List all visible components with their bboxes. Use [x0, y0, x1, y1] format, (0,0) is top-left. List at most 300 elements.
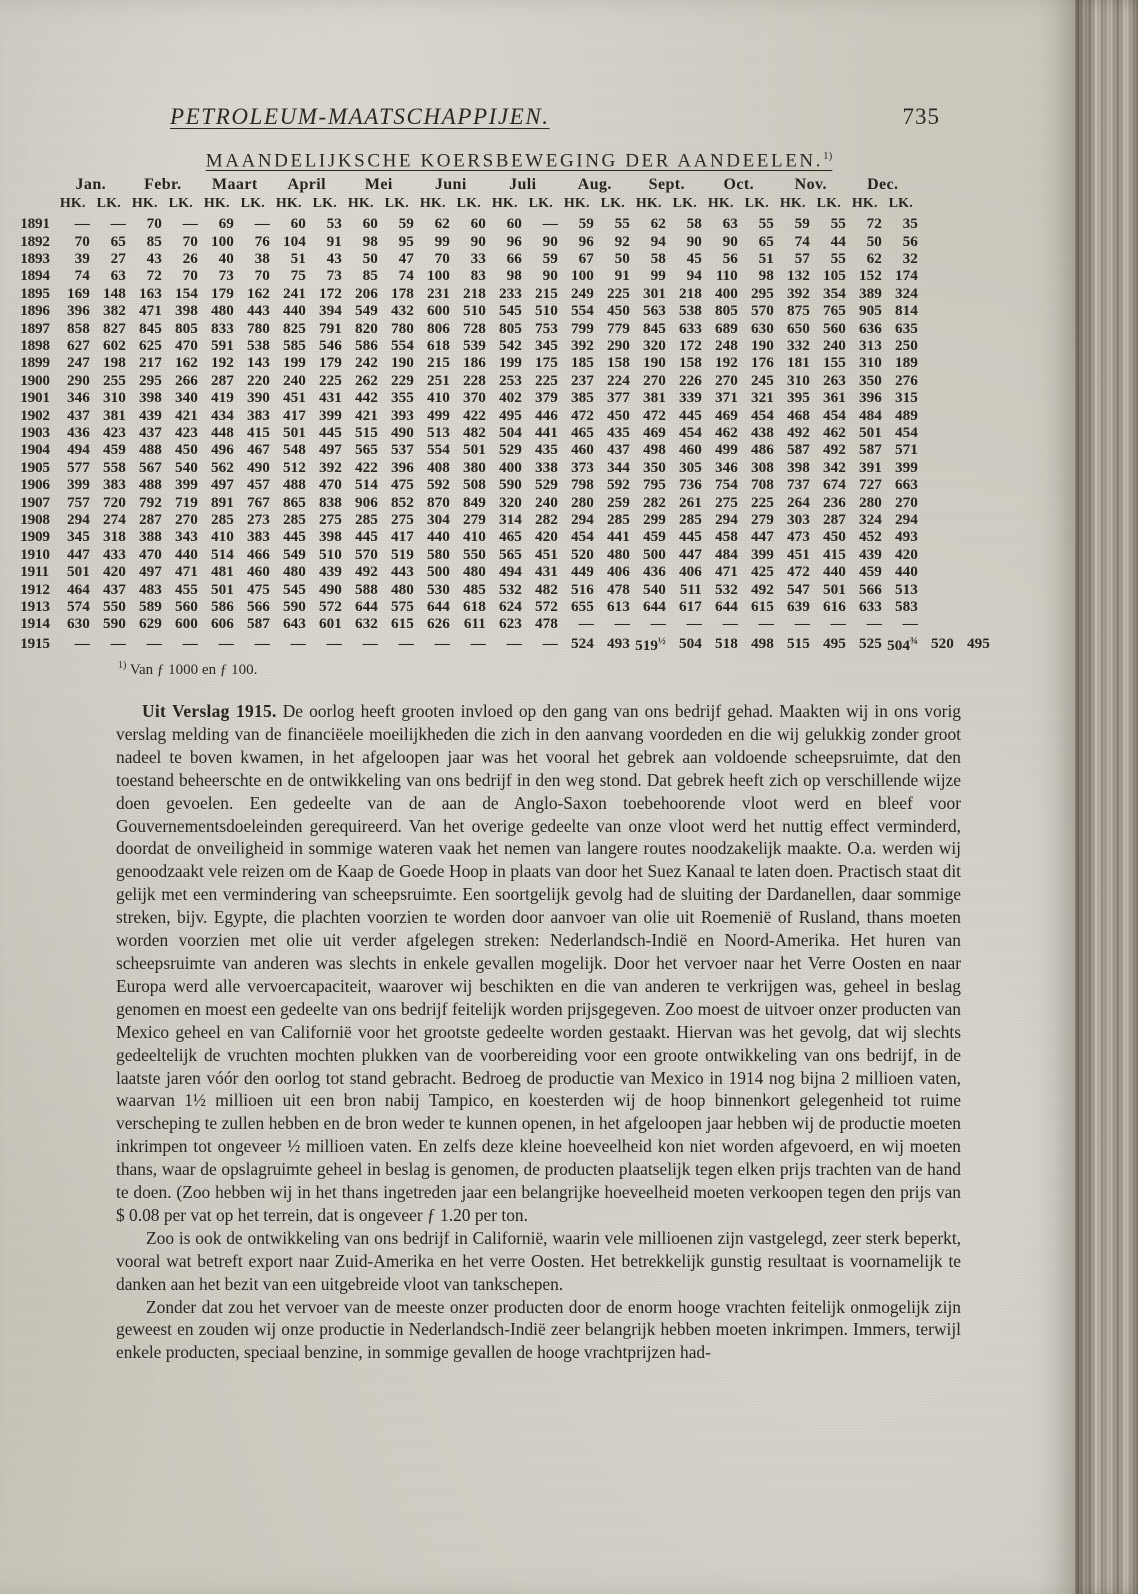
- rate-cell: 548: [283, 441, 306, 459]
- rate-cell: 321: [751, 389, 774, 407]
- rate-cell: 520: [571, 545, 594, 563]
- rate-cell: 408: [427, 458, 450, 476]
- rate-cell: 447: [67, 545, 90, 563]
- rate-cell: 480: [283, 563, 306, 581]
- table-title-footnote-marker: 1): [823, 150, 833, 162]
- rate-cell: 433: [103, 545, 126, 563]
- paragraph: Uit Verslag 1915. De oorlog heeft grooten invloed op den gang van ons bedrijf gehad. Maakten wij in ons vorig verslag melding van de financiëele moeilijkheden die zich in den aanvang voordeden en die wij gelukkig zonder groot nadeel te boven kwamen, in het afgeloopen jaar was het vooral het gebrek aan voldoende scheepsruimte, dat den toestand beheerschte en de ontwikkeling van ons bedrijf in den weg stond. Dat gebrek heeft zich op verschillende wijze doen gevoelen. Een gedeelte van de aan de Anglo-Saxon toebehoorende vloot werd en bleef voor Gouvernementsdoeleinden gerequireerd. Van het overige gedeelte van onze vloot werd het nuttig effect verminderd, doordat de onveiligheid in sommige wateren vaak het nemen van langere routes noodzakelijk maakte. O.a. werden wij genoodzaakt vele reizen om de Kaap de Goede Hoop in plaats van door het Suez Kanaal te laten doen. Practisch staat dit gelijk met een vermindering van scheepsruimte. Een soortgelijk gevolg had de sluiting der Dardanellen, daar sommige streken, bijv. Egypte, die plachten voorzien te worden door aanvoer van olie uit Roemenië of Rusland, thans moeten worden voorzien met olie uit verder afgelegen streken: Nederlandsch-Indië en Noord-Amerika. Het huren van scheepsruimte van anderen was slechts in enkele gevallen mogelijk. Door het vervoer naar het Verre Oosten en naar Europa werd alle vervoercapaciteit, waarover wij beschikten en die van anderen te verkrijgen was, geheel in beslag genomen en moest een gedeelte van ons bedrijf feitelijk worden prijsgegeven. Zoo moest de uitvoer onzer producten van Mexico geheel en van Californië voor het grootste gedeelte worden gestaakt. Hiervan was het gevolg, dat wij slechts gedeeltelijk de vruchten mochten plukken van de voorbereiding voor een groote ontwikkeling van ons bedrijf, in de laatste jaren vóór den oorlog tot stand gebracht. Bedroeg de productie van Mexico in 1914 nog bijna 2 millioen vaten, waarvan 1½ millioen uit een bron nabij Tampico, en koesterden wij de hoop binnenkort gelegenheid tot ruime verscheping te zullen hebben en de bron weder te kunnen openen, in het afgeloopen jaar hebben wij de productie moeten inkrimpen tot ongeveer ½ millioen vaten. En zelfs deze kleine hoeveelheid kon niet worden afgevoerd, en wij moeten thans, waar de opslagruimte geheel in beslag is genomen, de producten plaatselijk tegen elken prijs trachten van de hand te doen. (Zoo hebben wij in het thans ingetreden jaar een belangrijke hoeveelheid moeten verkoopen tegen den prijs van $ 0.08 per vat op het terrein, dat is ongeveer ƒ 1.20 per ton.: [116, 701, 961, 1225]
- rate-cell: 350: [643, 458, 666, 476]
- rate-cell: 520: [931, 634, 954, 652]
- rate-cell: 470: [175, 336, 198, 354]
- rate-cell: 464: [67, 580, 90, 598]
- rate-cell: 280: [571, 493, 594, 511]
- rate-cell: 332: [787, 336, 810, 354]
- monthly-rates-table: [19, 176, 991, 654]
- rate-cell: 380: [463, 458, 486, 476]
- rate-cell: 600: [427, 302, 450, 320]
- rate-cell: 445: [319, 424, 342, 442]
- rate-cell: 32: [902, 249, 918, 267]
- rate-cell: 845: [139, 319, 162, 337]
- rate-cell: 399: [67, 476, 90, 494]
- rate-cell: 190: [391, 354, 414, 372]
- rate-cell: 60: [470, 215, 486, 233]
- rate-cell: 436: [67, 424, 90, 442]
- row-year: 1896: [20, 302, 50, 320]
- rate-cell: 58: [650, 249, 666, 267]
- rate-cell: 780: [247, 319, 270, 337]
- rate-cell: 445: [679, 528, 702, 546]
- rate-cell: 310: [787, 371, 810, 389]
- rate-cell: 310: [103, 389, 126, 407]
- rate-cell: 250: [895, 336, 918, 354]
- rate-cell: 305: [679, 458, 702, 476]
- rate-cell: 501: [859, 424, 882, 442]
- table-title-text: MAANDELIJKSCHE KOERSBEWEGING DER AANDEELEN.: [205, 150, 824, 172]
- rate-cell: 98: [758, 267, 774, 285]
- rate-cell: 56: [902, 232, 918, 250]
- rate-cell: 499: [427, 406, 450, 424]
- rate-cell: 218: [679, 284, 702, 302]
- highlow-header-row: [19, 195, 991, 215]
- paragraph: Zoo is ook de ontwikkeling van ons bedrijf in Californië, waarin vele millioenen zijn vastgelegd, zeer sterk beperkt, vooral wat betreft export naar Zuid-Amerika en het verre Oosten. Het betrekkelijk gunstig resultaat is voornamelijk te danken aan het bezit van een uitgebreide vloot van tankschepen.: [116, 1227, 961, 1294]
- rate-cell: 511: [679, 580, 702, 598]
- rate-cell: 574: [67, 598, 90, 616]
- rate-cell: 381: [643, 389, 666, 407]
- month-header-nov: Nov.: [794, 176, 827, 194]
- rate-cell: 590: [283, 598, 306, 616]
- rate-cell: 395: [787, 389, 810, 407]
- rate-cell: 580: [427, 545, 450, 563]
- rate-cell: 58: [686, 215, 702, 233]
- subheader-low: LK.: [240, 195, 265, 211]
- rate-cell: 858: [67, 319, 90, 337]
- rate-cell: 163: [139, 284, 162, 302]
- rate-cell: 618: [463, 598, 486, 616]
- rate-cell: 73: [218, 267, 234, 285]
- rate-cell: 636: [859, 319, 882, 337]
- rate-cell: 513: [895, 580, 918, 598]
- table-title: [0, 150, 1010, 172]
- subheader-high: HK.: [779, 195, 806, 211]
- rate-cell: 65: [110, 232, 126, 250]
- rate-cell: 492: [751, 580, 774, 598]
- rate-cell: 55: [830, 215, 846, 233]
- rate-cell: 236: [823, 493, 846, 511]
- rate-cell: 99: [434, 232, 450, 250]
- rate-cell: 294: [895, 511, 918, 529]
- rate-cell: 287: [139, 511, 162, 529]
- rate-cell: 540: [643, 580, 666, 598]
- rate-cell: 294: [571, 511, 594, 529]
- rate-cell: 76: [254, 232, 270, 250]
- rate-cell: 280: [859, 493, 882, 511]
- rate-cell: 501: [823, 580, 846, 598]
- month-header-jan: Jan.: [75, 176, 107, 194]
- rate-cell: 571: [895, 441, 918, 459]
- rate-cell: 495: [967, 634, 990, 652]
- rate-cell: 435: [535, 441, 558, 459]
- rate-cell: 26: [182, 249, 198, 267]
- rate-cell: 421: [175, 406, 198, 424]
- row-year: 1915: [20, 634, 50, 652]
- rate-cell: 415: [247, 424, 270, 442]
- month-header-april: April: [287, 176, 326, 194]
- rate-cell: —: [362, 634, 378, 652]
- rate-cell: 152: [859, 267, 882, 285]
- rate-cell: 484: [859, 406, 882, 424]
- rate-cell: 392: [571, 336, 594, 354]
- rate-cell: 176: [751, 354, 774, 372]
- rate-cell: 462: [823, 424, 846, 442]
- rate-cell: 577: [67, 458, 90, 476]
- rate-cell: 469: [643, 424, 666, 442]
- rate-cell: 301: [643, 284, 666, 302]
- rate-cell: 565: [355, 441, 378, 459]
- subheader-low: LK.: [888, 195, 913, 211]
- rate-cell: 663: [895, 476, 918, 494]
- rate-cell: 294: [67, 511, 90, 529]
- rate-cell: 192: [715, 354, 738, 372]
- rate-cell: 529: [535, 476, 558, 494]
- rate-cell: 501: [463, 441, 486, 459]
- rate-cell: 398: [175, 302, 198, 320]
- rate-cell: 396: [859, 389, 882, 407]
- rate-cell: 345: [67, 528, 90, 546]
- rate-cell: 780: [391, 319, 414, 337]
- table-row: [19, 250, 991, 267]
- row-year: 1909: [20, 528, 50, 546]
- rate-cell: 91: [614, 267, 630, 285]
- subheader-high: HK.: [275, 195, 302, 211]
- rate-cell: 155: [823, 354, 846, 372]
- rate-cell: 251: [427, 371, 450, 389]
- rate-cell: 60: [506, 215, 522, 233]
- subheader-high: HK.: [851, 195, 878, 211]
- rate-cell: 601: [319, 615, 342, 633]
- rate-cell: 285: [355, 511, 378, 529]
- rate-cell: 492: [823, 441, 846, 459]
- rate-cell: 96: [506, 232, 522, 250]
- rate-cell: 90: [686, 232, 702, 250]
- rate-cell: 516: [571, 580, 594, 598]
- rate-cell: 488: [283, 476, 306, 494]
- rate-cell: 186: [463, 354, 486, 372]
- rate-cell: 299: [643, 511, 666, 529]
- rate-cell: 439: [139, 406, 162, 424]
- rate-cell: 441: [607, 528, 630, 546]
- rate-cell: 255: [103, 371, 126, 389]
- rate-cell: 499: [715, 441, 738, 459]
- rate-cell: 583: [895, 598, 918, 616]
- rate-cell: 44: [830, 232, 846, 250]
- rate-cell: 791: [319, 319, 342, 337]
- table-row: [19, 633, 991, 654]
- rate-cell: 865: [283, 493, 306, 511]
- rate-cell: 737: [787, 476, 810, 494]
- row-year: 1903: [20, 424, 50, 442]
- rate-cell: 587: [787, 441, 810, 459]
- rate-cell: 451: [787, 545, 810, 563]
- book-gutter-edge: [1075, 0, 1138, 1594]
- rate-cell: 454: [679, 424, 702, 442]
- rate-cell: 62: [650, 215, 666, 233]
- rate-cell: 624: [499, 598, 522, 616]
- subheader-low: LK.: [744, 195, 769, 211]
- row-year: 1898: [20, 336, 50, 354]
- rate-cell: 63: [722, 215, 738, 233]
- rate-cell: 849: [463, 493, 486, 511]
- rate-cell: 587: [247, 615, 270, 633]
- row-year: 1904: [20, 441, 50, 459]
- rate-cell: 570: [751, 302, 774, 320]
- rate-cell: 440: [427, 528, 450, 546]
- rate-cell: 388: [139, 528, 162, 546]
- rate-cell: 62: [434, 215, 450, 233]
- rate-cell: 59: [794, 215, 810, 233]
- rate-cell: 494: [67, 441, 90, 459]
- rate-cell: 525: [859, 634, 882, 652]
- rate-cell: 459: [859, 563, 882, 581]
- table-row: [19, 563, 991, 580]
- row-year: 1911: [20, 563, 49, 581]
- rate-cell: 540: [175, 458, 198, 476]
- rate-cell: 432: [391, 302, 414, 320]
- table-row: [19, 354, 991, 371]
- rate-cell: 753: [535, 319, 558, 337]
- rate-cell: 66: [506, 249, 522, 267]
- table-row: [19, 424, 991, 441]
- table-row: [19, 389, 991, 406]
- rates-table-section: [0, 150, 1010, 679]
- rate-cell: 655: [571, 598, 594, 616]
- rate-cell: 72: [866, 215, 882, 233]
- rate-cell: —: [182, 634, 198, 652]
- rate-cell: 415: [823, 545, 846, 563]
- rate-cell: 515: [355, 424, 378, 442]
- rate-cell: 820: [355, 319, 378, 337]
- rate-cell: 542: [499, 336, 522, 354]
- rate-cell: 472: [643, 406, 666, 424]
- rate-cell: 172: [319, 284, 342, 302]
- rate-cell: 189: [895, 354, 918, 372]
- rate-cell: 437: [139, 424, 162, 442]
- rate-cell: 575: [391, 598, 414, 616]
- rate-cell: 420: [895, 545, 918, 563]
- table-row: [19, 581, 991, 598]
- rate-cell: 633: [859, 598, 882, 616]
- rate-cell: 70: [182, 232, 198, 250]
- table-row: [19, 511, 991, 528]
- rate-cell: 805: [499, 319, 522, 337]
- rate-cell: 767: [247, 493, 270, 511]
- rate-cell: 644: [715, 598, 738, 616]
- rate-cell: 447: [679, 545, 702, 563]
- rate-cell: 452: [859, 528, 882, 546]
- rate-cell: 218: [463, 284, 486, 302]
- rate-cell: 215: [427, 354, 450, 372]
- rate-cell: 162: [247, 284, 270, 302]
- subheader-low: LK.: [816, 195, 841, 211]
- table-row: [19, 267, 991, 284]
- rate-cell: 396: [67, 302, 90, 320]
- rate-cell: 60: [290, 215, 306, 233]
- rate-cell: 399: [319, 406, 342, 424]
- rate-cell: 391: [859, 458, 882, 476]
- rate-cell: 304: [427, 511, 450, 529]
- rate-cell: 324: [859, 511, 882, 529]
- rate-cell: 587: [859, 441, 882, 459]
- rate-cell: 383: [247, 528, 270, 546]
- rate-cell: —: [722, 615, 738, 633]
- rate-cell: 74: [398, 267, 414, 285]
- fraction: ½: [657, 635, 666, 647]
- rate-cell: 469: [715, 406, 738, 424]
- rate-cell: $519^{\frac{1}{2}}$: [635, 635, 666, 654]
- rate-cell: 398: [319, 528, 342, 546]
- rate-cell: 460: [679, 441, 702, 459]
- month-header-oct: Oct.: [723, 176, 755, 194]
- rate-cell: 422: [355, 458, 378, 476]
- rate-cell: 50: [614, 249, 630, 267]
- rate-cell: 192: [211, 354, 234, 372]
- rate-cell: 501: [211, 580, 234, 598]
- rate-cell: 248: [715, 336, 738, 354]
- table-row: [19, 372, 991, 389]
- rate-cell: —: [686, 615, 702, 633]
- row-year: 1900: [20, 371, 50, 389]
- rate-cell: 435: [607, 424, 630, 442]
- rate-cell: 447: [751, 528, 774, 546]
- rate-cell: 199: [283, 354, 306, 372]
- rate-cell: 75: [290, 267, 306, 285]
- rate-cell: 440: [283, 302, 306, 320]
- rate-cell: —: [542, 634, 558, 652]
- rate-cell: 263: [823, 371, 846, 389]
- rate-cell: 475: [391, 476, 414, 494]
- rate-cell: 225: [319, 371, 342, 389]
- rate-cell: 493: [607, 634, 630, 652]
- row-year: 1910: [20, 545, 50, 563]
- year-column-subheader: [19, 195, 55, 215]
- rate-cell: 206: [355, 284, 378, 302]
- subheader-low: LK.: [312, 195, 337, 211]
- row-year: 1906: [20, 476, 50, 494]
- rate-cell: 104: [283, 232, 306, 250]
- row-year: 1914: [20, 615, 50, 633]
- rate-cell: 350: [859, 371, 882, 389]
- rate-cell: 496: [211, 441, 234, 459]
- month-header-mei: Mei: [364, 176, 393, 194]
- rate-cell: —: [506, 634, 522, 652]
- rate-cell: 273: [247, 511, 270, 529]
- rate-cell: 421: [355, 406, 378, 424]
- rate-cell: 566: [247, 598, 270, 616]
- rate-cell: 225: [607, 284, 630, 302]
- rate-cell: 100: [211, 232, 234, 250]
- rate-cell: 470: [139, 545, 162, 563]
- rate-cell: 74: [74, 267, 90, 285]
- rate-cell: 482: [535, 580, 558, 598]
- rate-cell: 481: [211, 563, 234, 581]
- rate-cell: 434: [211, 406, 234, 424]
- rate-cell: 371: [715, 389, 738, 407]
- rate-cell: 708: [751, 476, 774, 494]
- rate-cell: 355: [391, 389, 414, 407]
- rate-cell: 96: [578, 232, 594, 250]
- rate-cell: 445: [355, 528, 378, 546]
- rate-cell: 154: [175, 284, 198, 302]
- rate-cell: —: [866, 615, 882, 633]
- rate-cell: 69: [218, 215, 234, 233]
- footnote-text: Van ƒ 1000 en ƒ 100.: [129, 662, 258, 679]
- rate-cell: 493: [895, 528, 918, 546]
- subheader-high: HK.: [131, 195, 158, 211]
- rate-cell: 530: [427, 580, 450, 598]
- rate-cell: 480: [463, 563, 486, 581]
- rate-cell: 83: [470, 267, 486, 285]
- section-heading: Uit Verslag 1915.: [142, 701, 277, 721]
- rate-cell: 419: [211, 389, 234, 407]
- rate-cell: 270: [895, 493, 918, 511]
- paragraph: Zonder dat zou het vervoer van de meeste onzer producten door de enorm hooge vrachten feitelijk onmogelijk zijn geweest en zouden wij onze productie in Nederlandsch-Indië zeer belangrijk hebben moeten inkrimpen. Immers, terwijl enkele producten, speciaal benzine, in sommige gevallen de hooge vrachtprijzen had-: [116, 1296, 961, 1363]
- rate-cell: 480: [391, 580, 414, 598]
- rate-cell: 190: [643, 354, 666, 372]
- rate-cell: 338: [535, 458, 558, 476]
- row-year: 1894: [20, 267, 50, 285]
- table-row: [19, 494, 991, 511]
- rate-cell: 615: [751, 598, 774, 616]
- rate-cell: 285: [211, 511, 234, 529]
- rate-cell: 462: [715, 424, 738, 442]
- rate-cell: 720: [103, 493, 126, 511]
- rate-cell: 629: [139, 615, 162, 633]
- rate-cell: 514: [355, 476, 378, 494]
- rate-cell: 241: [283, 284, 306, 302]
- rate-cell: 495: [499, 406, 522, 424]
- rate-cell: 805: [175, 319, 198, 337]
- table-row: [19, 320, 991, 337]
- rate-cell: 56: [722, 249, 738, 267]
- rate-cell: 57: [794, 249, 810, 267]
- rate-cell: 310: [859, 354, 882, 372]
- rate-cell: 616: [823, 598, 846, 616]
- rate-cell: 492: [787, 424, 810, 442]
- rate-cell: 266: [175, 371, 198, 389]
- rate-cell: 501: [67, 563, 90, 581]
- rate-cell: 625: [139, 336, 162, 354]
- row-year: 1901: [20, 389, 50, 407]
- subheader-high: HK.: [563, 195, 590, 211]
- rate-cell: 295: [751, 284, 774, 302]
- rate-cell: 425: [751, 563, 774, 581]
- rate-cell: 465: [571, 424, 594, 442]
- rate-cell: 261: [679, 493, 702, 511]
- rate-cell: —: [614, 615, 630, 633]
- month-header-maart: Maart: [212, 176, 258, 194]
- rate-cell: 345: [535, 336, 558, 354]
- rate-cell: 439: [319, 563, 342, 581]
- rate-cell: —: [650, 615, 666, 633]
- rate-cell: 65: [758, 232, 774, 250]
- rate-cell: 399: [751, 545, 774, 563]
- rate-cell: 275: [715, 493, 738, 511]
- rate-cell: 590: [499, 476, 522, 494]
- table-row: [19, 528, 991, 545]
- rate-cell: 613: [607, 598, 630, 616]
- rate-cell: 381: [103, 406, 126, 424]
- table-row: [19, 459, 991, 476]
- subheader-high: HK.: [635, 195, 662, 211]
